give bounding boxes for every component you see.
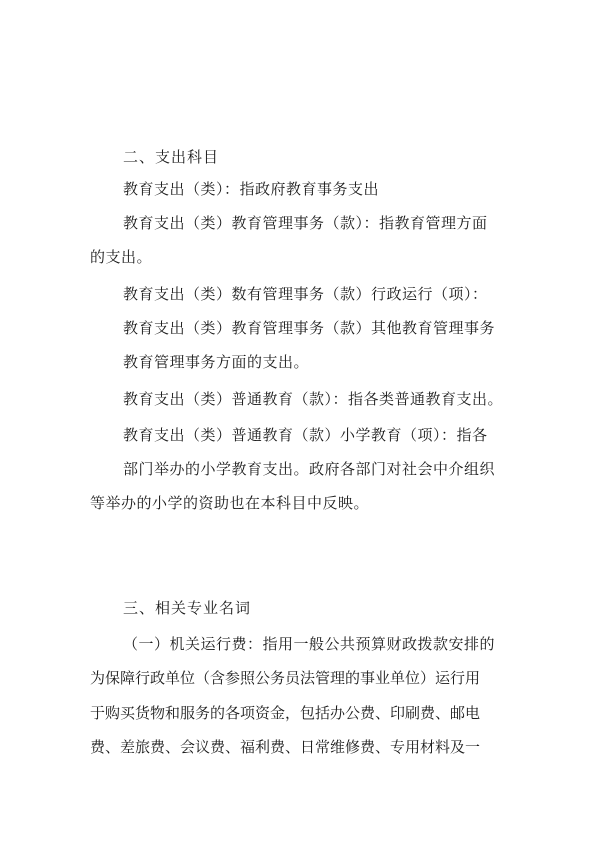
section-two-line-6: 教育管理事务方面的支出。: [123, 353, 310, 371]
section-three-heading: 三、相关专业名词: [123, 599, 252, 617]
section-two-line-10: 等举办的小学的资助也在本科目中反映。: [90, 494, 370, 512]
section-two-line-4: 教育支出（类）数有管理事务（款）行政运行（项）：: [123, 285, 488, 303]
section-two-line-5: 教育支出（类）教育管理事务（款）其他教育管理事务: [123, 319, 496, 337]
section-two-heading: 二、支出科目: [123, 148, 220, 166]
section-two-line-1: 教育支出（类）：指政府教育事务支出: [123, 180, 380, 198]
section-two-line-2: 教育支出（类）教育管理事务（款）：指教育管理方面: [123, 214, 488, 232]
section-three-line-2: 为保障行政单位（含参照公务员法管理的事业单位）运行用: [90, 669, 481, 687]
section-two-line-7: 教育支出（类）普通教育（款）：指各类普通教育支出。: [123, 390, 504, 408]
section-two-line-3: 的支出。: [90, 248, 153, 266]
section-two-line-9: 部门举办的小学教育支出。政府各部门对社会中介组织: [123, 460, 496, 478]
section-three-line-4: 费、差旅费、会议费、福利费、日常维修费、专用材料及一: [90, 738, 481, 756]
section-three-line-3: 于购买货物和服务的各项资金，包括办公费、印刷费、邮电: [90, 704, 481, 722]
section-two-line-8: 教育支出（类）普通教育（款）小学教育（项）：指各: [123, 426, 488, 444]
section-three-line-1: （一）机关运行费：指用一般公共预算财政拨款安排的: [123, 635, 496, 653]
